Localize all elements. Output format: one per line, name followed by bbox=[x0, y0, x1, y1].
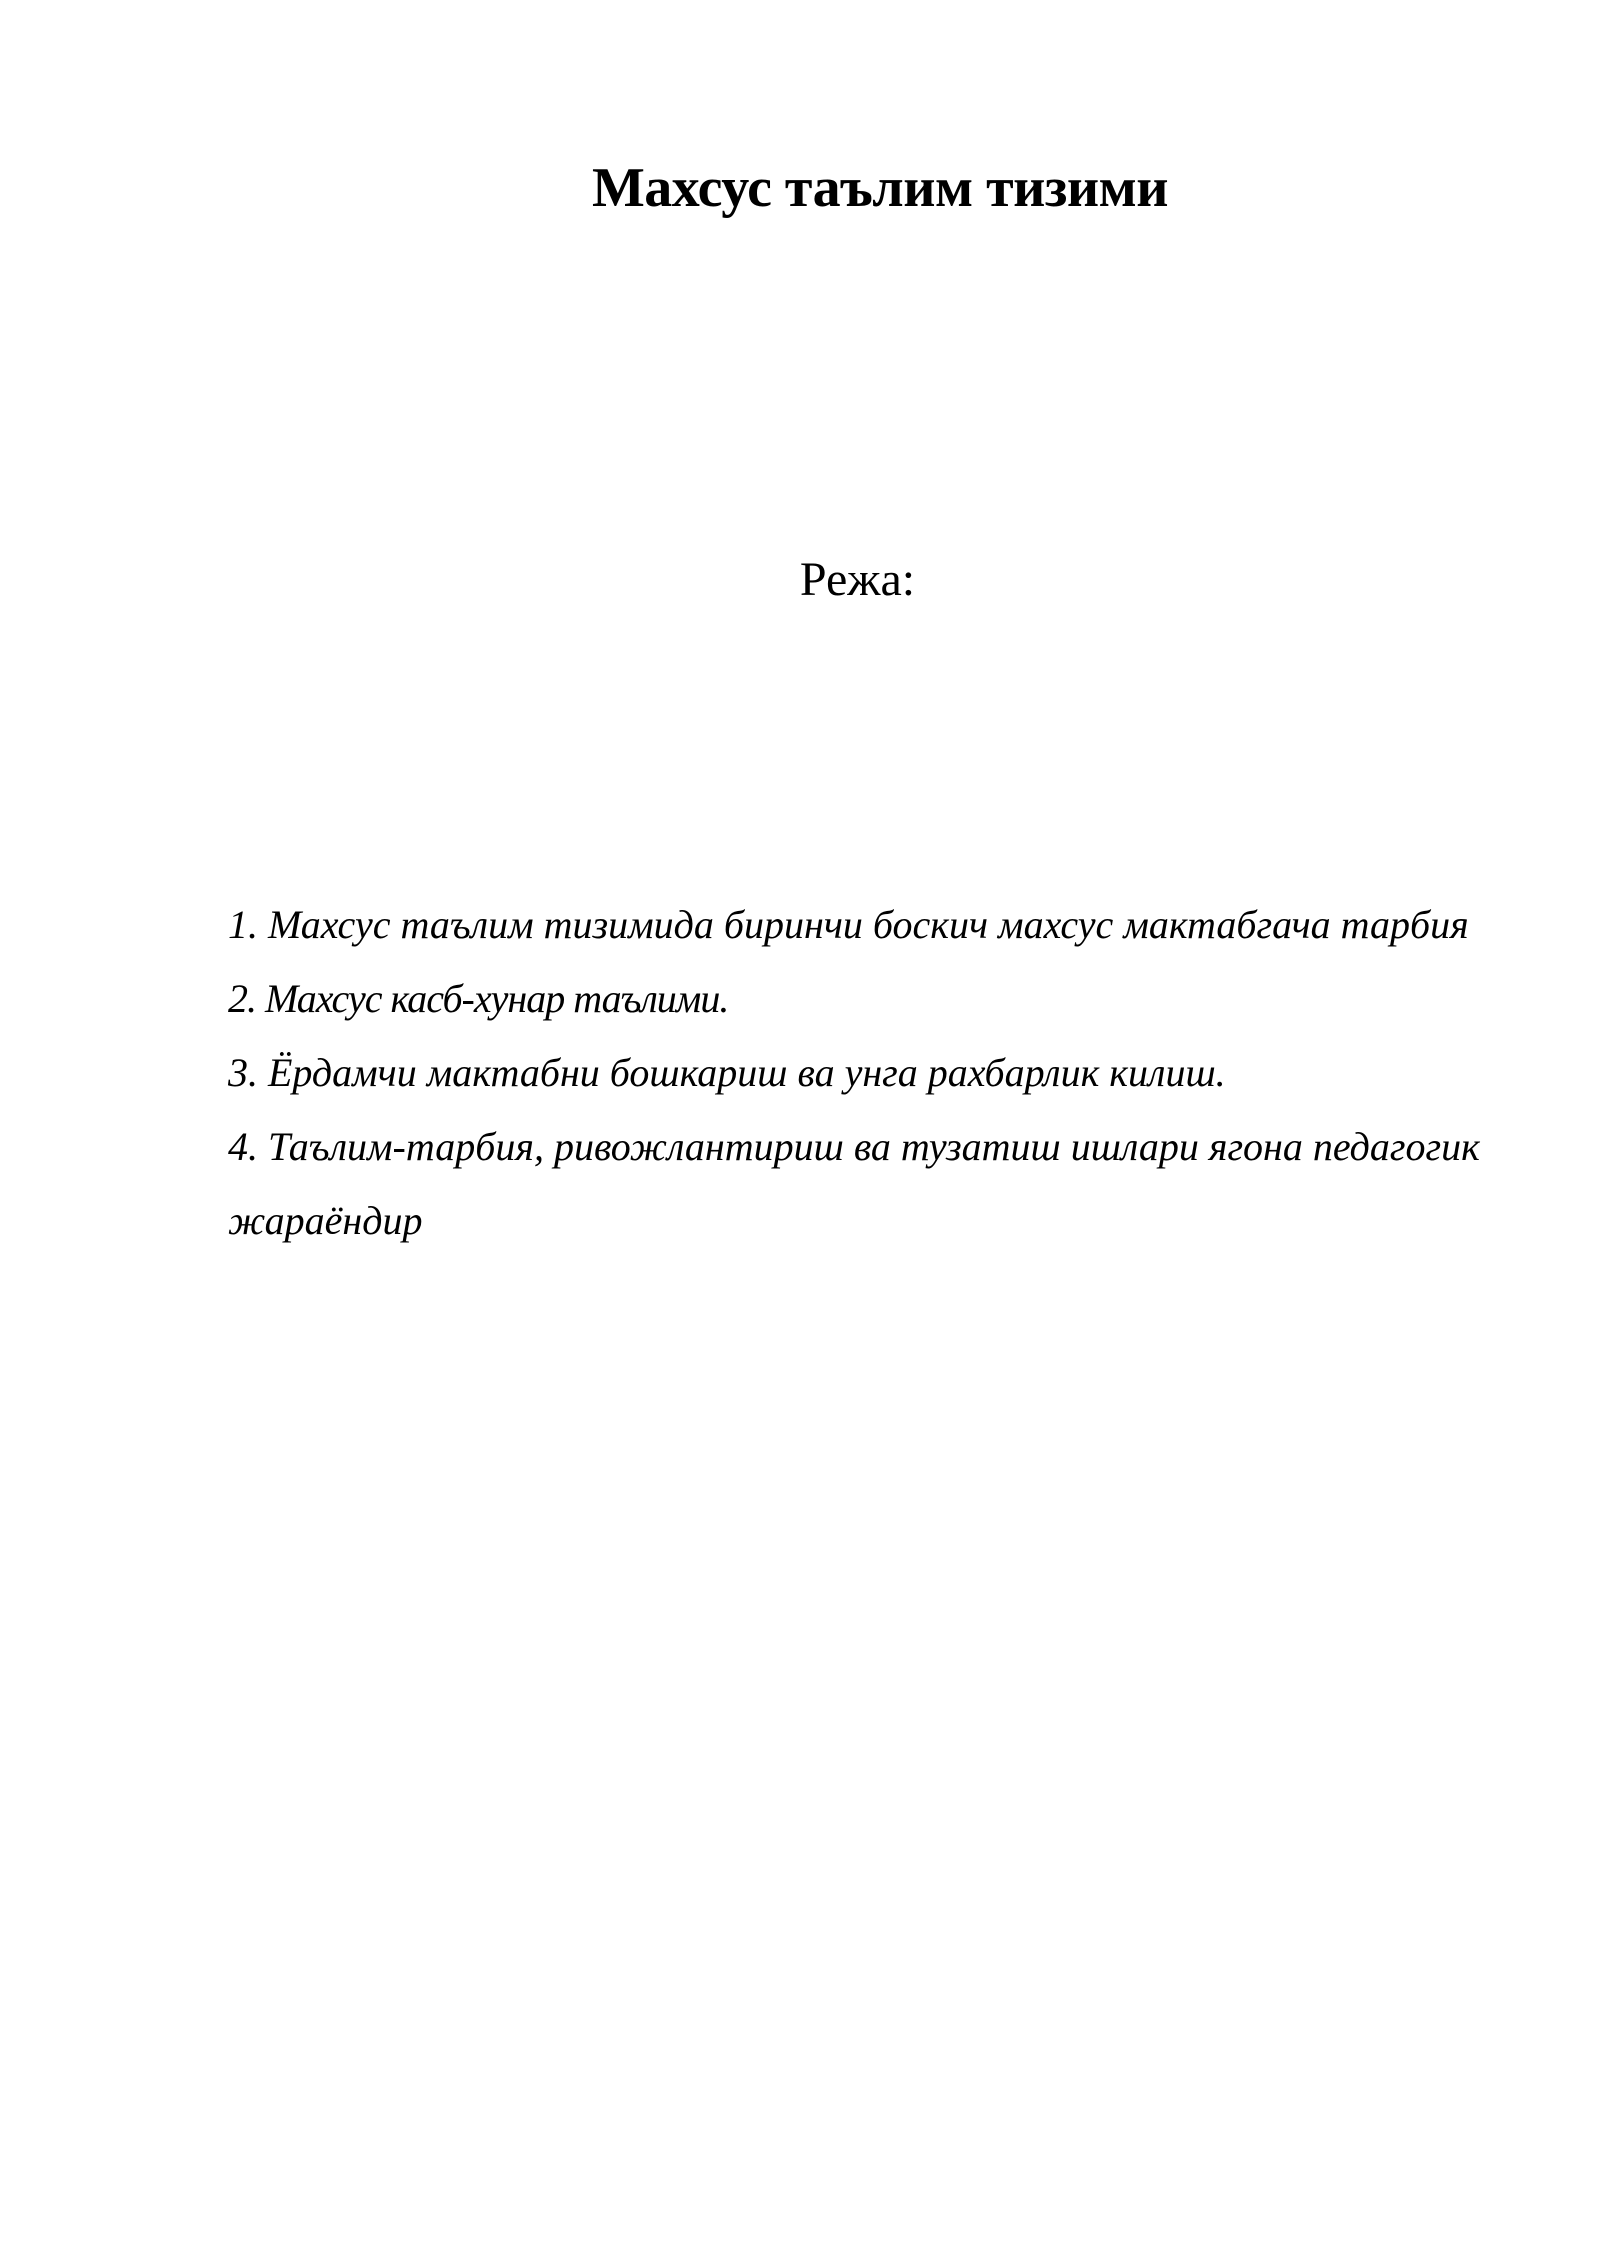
plan-item-4: 4. Таълим-тарбия, ривожлантириш ва тузатиш ишлари ягона педагогик жараёндир bbox=[228, 1124, 1480, 1243]
plan-heading: Режа: bbox=[799, 553, 916, 606]
plan-item-3: 3. Ёрдамчи мактабни бошкариш ва унга рахбарлик килиш. bbox=[228, 1050, 1226, 1095]
plan-item-2: 2. Махсус касб-хунар таълими. bbox=[228, 976, 729, 1021]
plan-list bbox=[228, 888, 1568, 1258]
plan-item-1: 1. Махсус таълим тизимида биринчи боскич махсус мактабгача тарбия bbox=[228, 902, 1469, 947]
document-title: Махсус таълим тизими bbox=[591, 157, 1169, 219]
